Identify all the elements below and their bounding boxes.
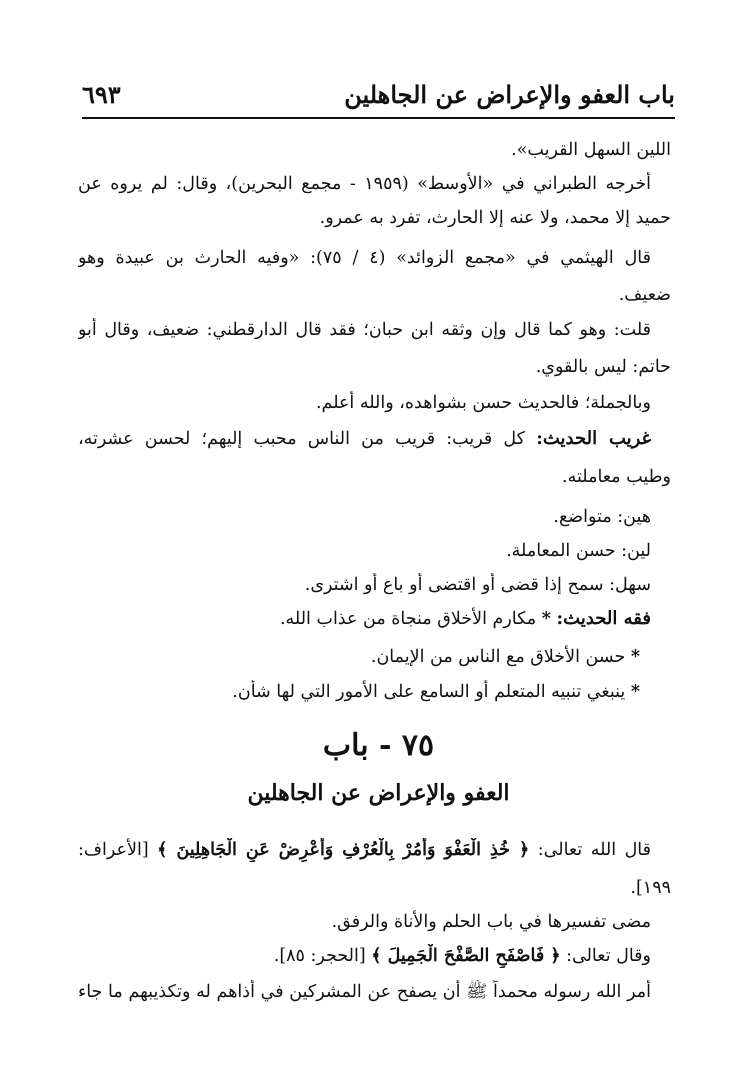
quran-verse: ﴿ فَاصْفَحِ الصَّفْحَ الْجَمِيلَ ﴾ xyxy=(371,946,561,966)
section-label-fiqh: فقه الحديث: xyxy=(556,608,651,629)
bullet-mark: * xyxy=(630,647,640,667)
verse-intro: وقال تعالى: xyxy=(566,946,651,966)
fiqh-line xyxy=(78,607,651,631)
text-line: قلت: وهو كما قال وإن وثقه ابن حبان؛ فقد قال الدارقطني: ضعيف، وقال أبو xyxy=(78,320,651,340)
page-number: ٦٩٣ xyxy=(82,79,121,109)
verse-reference: [الحجر: ٨٥]. xyxy=(273,946,366,966)
text-line: هين: متواضع. xyxy=(553,507,651,527)
text-line: حميد إلا محمد، ولا عنه إلا الحارث، تفرد به عمرو. xyxy=(319,208,671,228)
header-rule xyxy=(82,117,675,119)
chapter-number: ٧٥ - باب xyxy=(322,728,435,763)
verse-reference: [الأعراف: xyxy=(78,840,149,860)
section-label-gharib: غريب الحديث: xyxy=(536,428,651,449)
fiqh-point: ينبغي تنبيه المتعلم أو السامع على الأمور التي لها شأن. xyxy=(232,682,626,702)
text-line: ضعيف. xyxy=(618,285,671,305)
text-line: مضى تفسيرها في باب الحلم والأناة والرفق. xyxy=(331,912,651,932)
text-line: قال الهيثمي في «مجمع الزوائد» (٤ / ٧٥): «وفيه الحارث بن عبيدة وهو xyxy=(78,248,651,268)
text-line: وبالجملة؛ فالحديث حسن بشواهده، والله أعلم. xyxy=(315,393,651,413)
verse-line xyxy=(78,838,651,862)
verse-line xyxy=(78,944,651,968)
text-line: سهل: سمح إذا قضى أو اقتضى أو باع أو اشترى. xyxy=(304,575,651,595)
text-line: اللين السهل القريب». xyxy=(511,140,671,160)
quran-verse: ﴿ خُذِ الْعَفْوَ وَأْمُرْ بِالْعُرْفِ وَأَعْرِضْ عَنِ الْجَاهِلِينَ ﴾ xyxy=(157,840,530,860)
bullet-mark: * xyxy=(630,682,640,702)
running-header xyxy=(82,72,675,116)
header-title: باب العفو والإعراض عن الجاهلين xyxy=(344,79,675,109)
glossary-line xyxy=(78,427,651,451)
fiqh-point: حسن الأخلاق مع الناس من الإيمان. xyxy=(370,647,626,667)
text-line: أخرجه الطبراني في «الأوسط» (١٩٥٩ - مجمع البحرين)، وقال: لم يروه عن xyxy=(78,174,651,194)
fiqh-point: مكارم الأخلاق منجاة من عذاب الله. xyxy=(279,609,537,629)
glossary-text: كل قريب: قريب من الناس محبب إليهم؛ لحسن عشرته، xyxy=(78,429,525,449)
verse-intro: قال الله تعالى: xyxy=(537,840,651,860)
text-line: لين: حسن المعاملة. xyxy=(506,541,651,561)
fiqh-line xyxy=(78,680,640,704)
fiqh-line xyxy=(78,645,640,669)
text-line: حاتم: ليس بالقوي. xyxy=(535,357,671,377)
text-line: وطيب معاملته. xyxy=(562,467,671,487)
bullet-mark: * xyxy=(541,609,551,629)
chapter-title: العفو والإعراض عن الجاهلين xyxy=(247,780,510,806)
text-line: ١٩٩]. xyxy=(630,878,671,898)
text-line: أمر الله رسوله محمداً ﷺ أن يصفح عن المشركين في أذاهم له وتكذيبهم ما جاء xyxy=(78,982,651,1002)
